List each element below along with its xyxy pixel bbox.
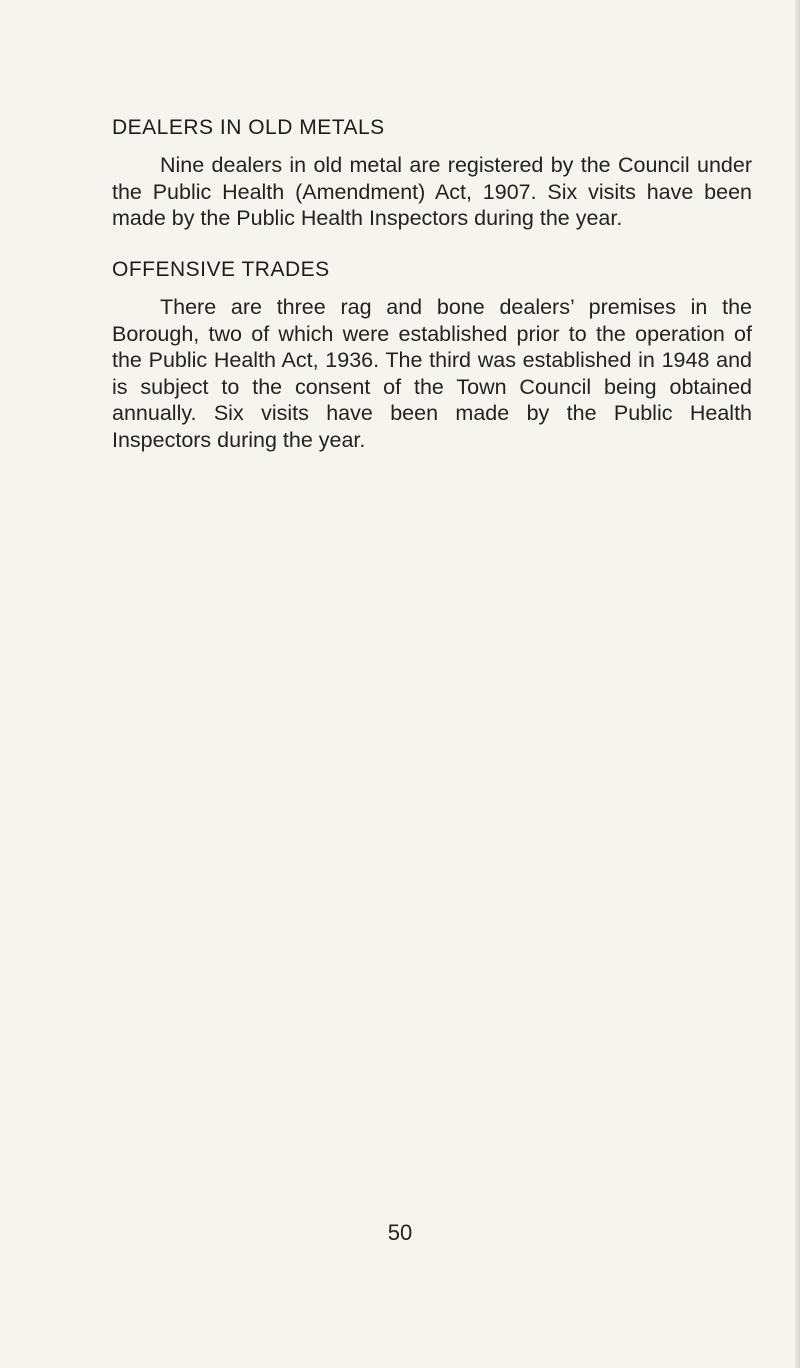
page-edge-shadow bbox=[795, 0, 800, 1368]
section-heading: DEALERS IN OLD METALS bbox=[112, 116, 385, 139]
section-dealers-in-old-metals bbox=[112, 114, 752, 232]
section-paragraph: There are three rag and bone dealers’ premises in the Borough, two of which were established prior to the operation of the Public Health Act, 1936. The third was established in 1948 and is subject to the consent of the Town Council being obtained annually. Six visits have been made by the Public Health Inspectors during the year. bbox=[112, 295, 752, 452]
section-paragraph: Nine dealers in old metal are registered by the Council under the Public Health (Amendment) Act, 1907. Six visits have been made by the Public Health Inspectors during the year. bbox=[112, 153, 752, 230]
page-number: 50 bbox=[387, 1220, 413, 1245]
section-offensive-trades bbox=[112, 256, 752, 453]
section-heading: OFFENSIVE TRADES bbox=[112, 258, 330, 281]
